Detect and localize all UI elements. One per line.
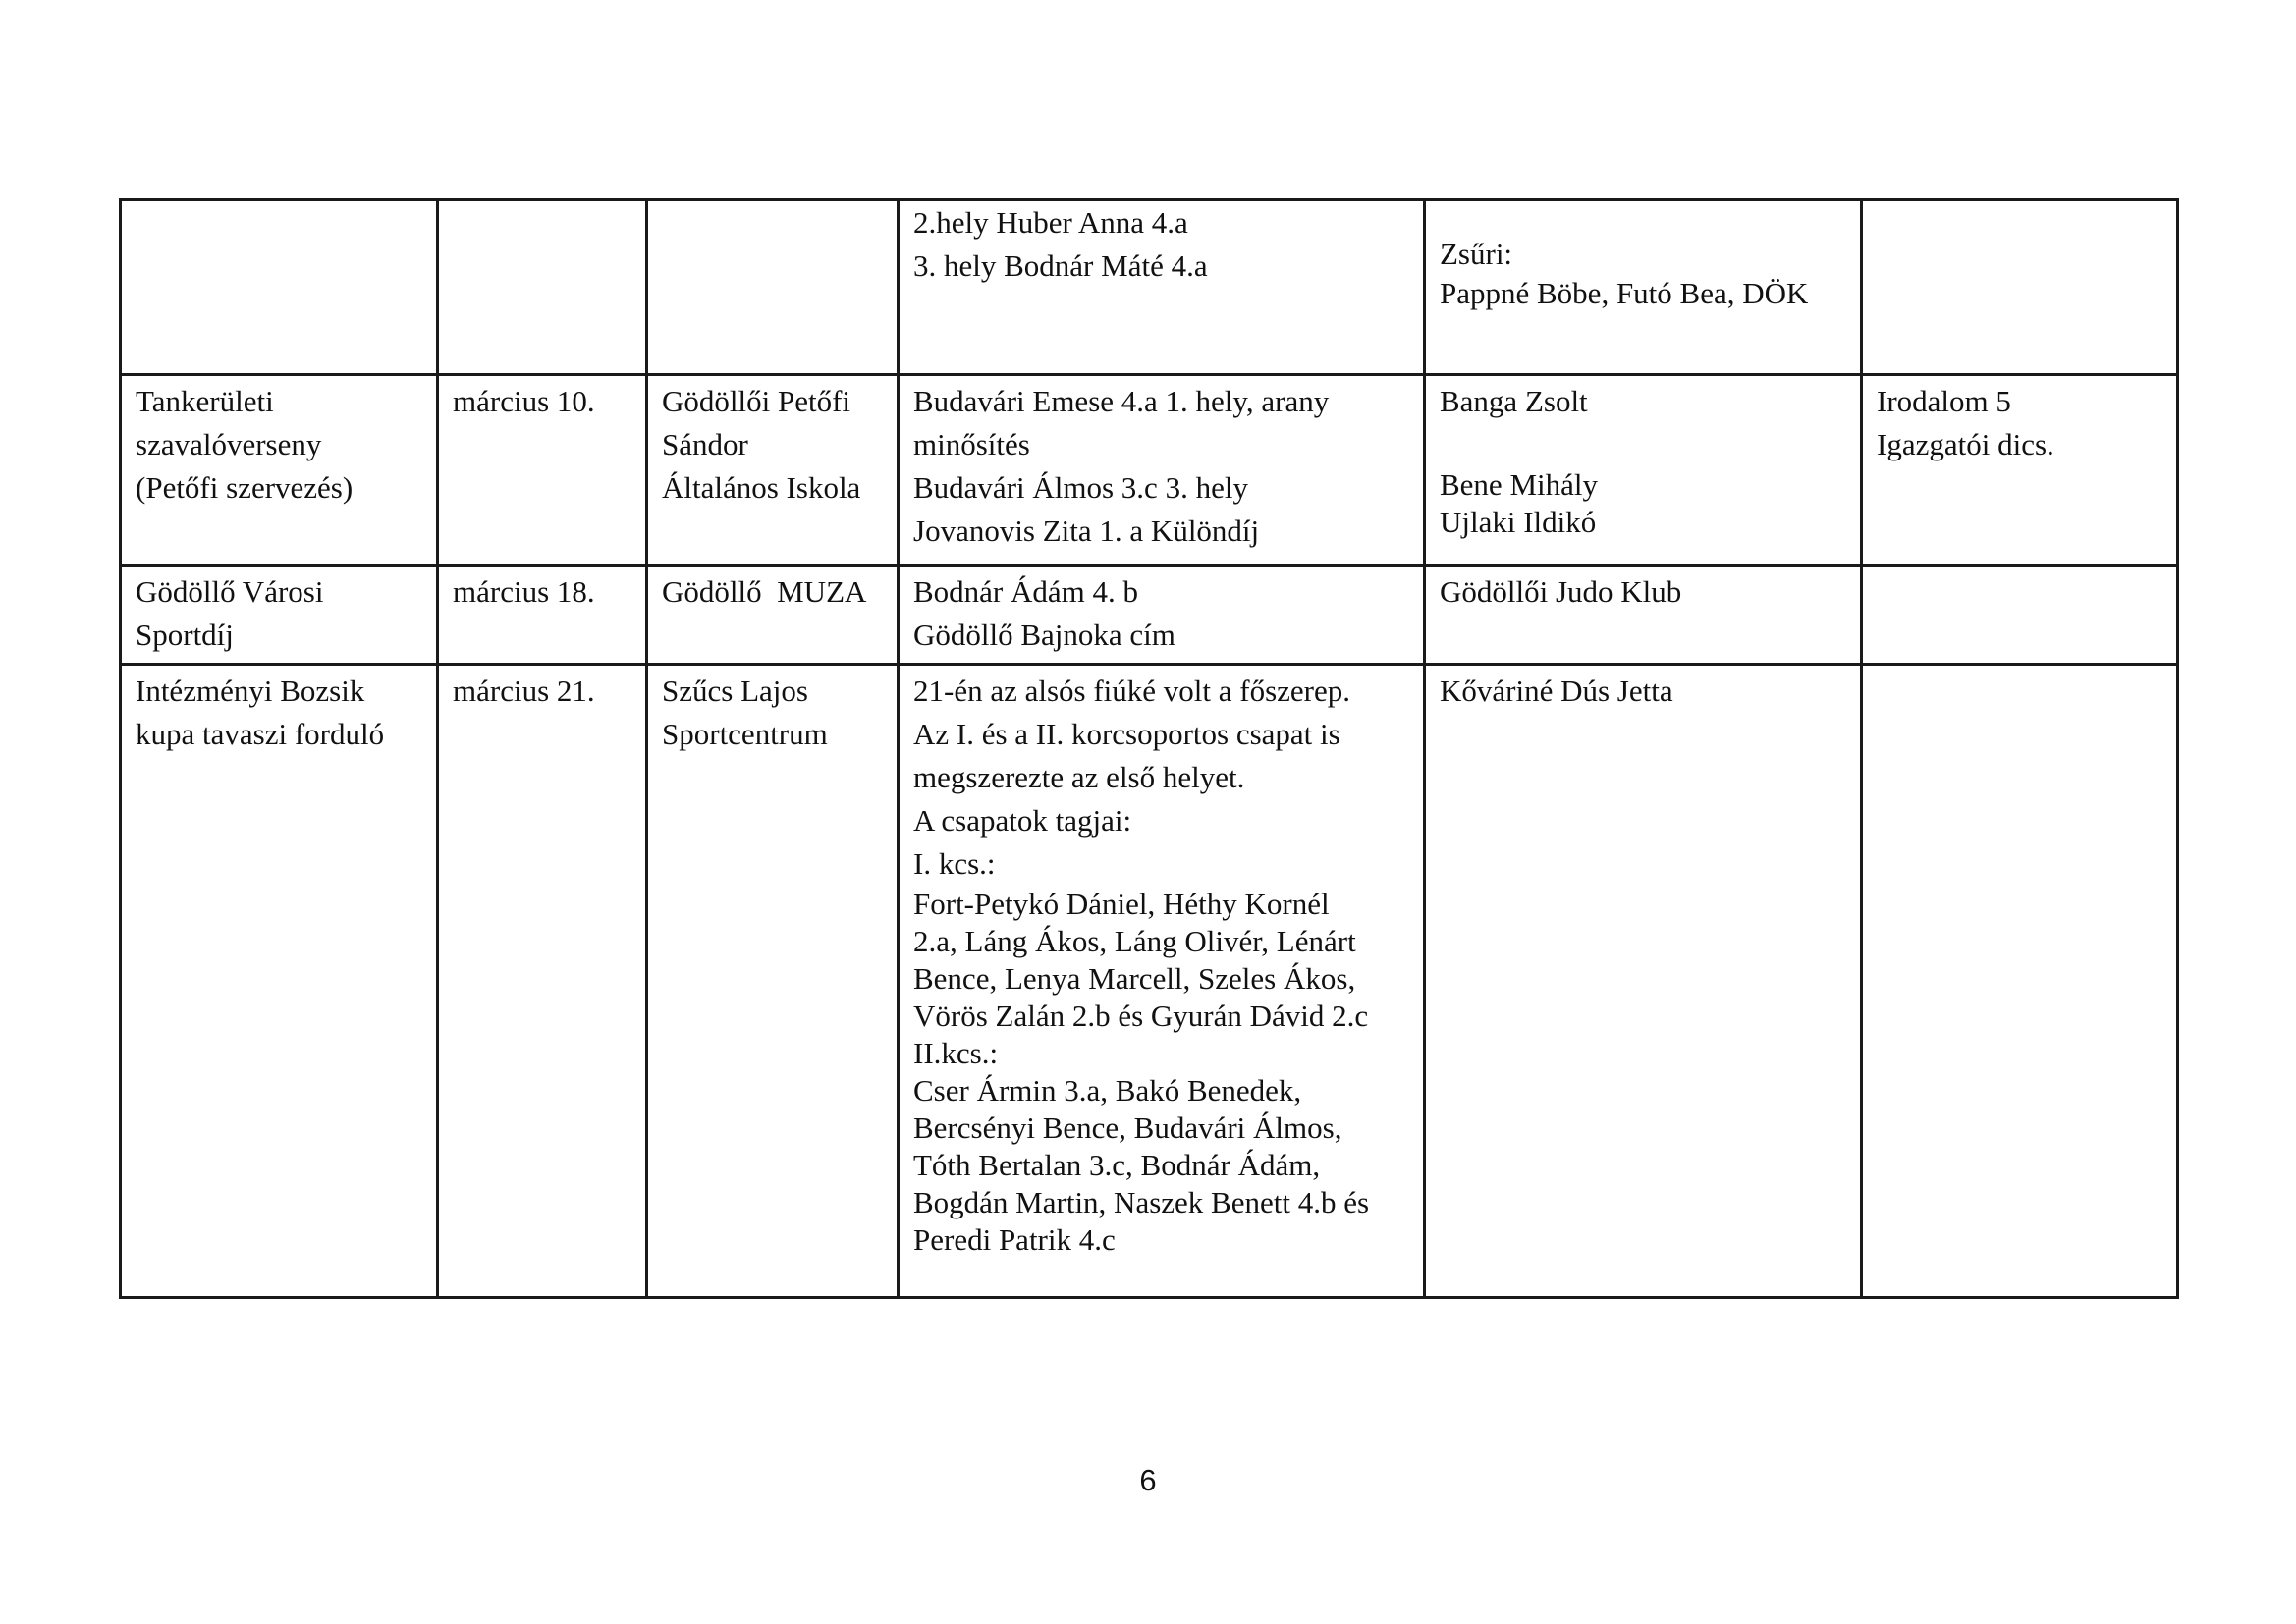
organizer-line: Pappné Böbe, Futó Bea, DÖK [1440, 276, 1809, 310]
result-line: 3. hely Bodnár Máté 4.a [913, 248, 1208, 283]
event-line: Intézményi Bozsik [136, 674, 365, 708]
date-text: március 18. [453, 574, 595, 609]
organizer-cell [1425, 566, 1862, 665]
organizer-line: Zsűri: [1440, 237, 1513, 271]
venue-line: Gödöllő MUZA [662, 574, 867, 609]
result-line: 2.a, Láng Ákos, Láng Olivér, Lénárt [913, 924, 1356, 958]
organizer-cell [1425, 375, 1862, 566]
result-line: Az I. és a II. korcsoportos csapat is [913, 717, 1340, 751]
result-line: A csapatok tagjai: [913, 803, 1132, 838]
reward-cell [1862, 200, 2178, 375]
result-cell [899, 566, 1425, 665]
organizer-line: Gödöllői Judo Klub [1440, 574, 1682, 609]
date-text: március 10. [453, 384, 595, 418]
organizer-line: Kőváriné Dús Jetta [1440, 674, 1673, 708]
result-cell [899, 375, 1425, 566]
result-line: Tóth Bertalan 3.c, Bodnár Ádám, [913, 1148, 1321, 1182]
organizer-line: Ujlaki Ildikó [1440, 505, 1597, 539]
venue-cell [647, 375, 899, 566]
venue-line: Sportcentrum [662, 717, 828, 751]
reward-cell [1862, 375, 2178, 566]
result-line: megszerezte az első helyet. [913, 760, 1245, 794]
date-cell [438, 200, 647, 375]
result-line: Fort-Petykó Dániel, Héthy Kornél [913, 887, 1330, 921]
venue-line: Szűcs Lajos [662, 674, 808, 708]
event-line: szavalóverseny [136, 427, 322, 461]
result-line: 2.hely Huber Anna 4.a [913, 205, 1188, 240]
event-line: kupa tavaszi forduló [136, 717, 385, 751]
team-members-list [913, 886, 1411, 1259]
organizer-cell [1425, 665, 1862, 1298]
result-line: II.kcs.: [913, 1036, 999, 1070]
venue-cell [647, 566, 899, 665]
result-line: Jovanovis Zita 1. a Különdíj [913, 514, 1260, 548]
result-line: Bodnár Ádám 4. b [913, 574, 1139, 609]
table-row [121, 375, 2178, 566]
reward-line: Igazgatói dics. [1877, 427, 2054, 461]
event-cell [121, 566, 438, 665]
result-line: Gödöllő Bajnoka cím [913, 618, 1175, 652]
venue-line: Sándor [662, 427, 748, 461]
venue-cell [647, 200, 899, 375]
results-table [119, 198, 2179, 1299]
result-line: Cser Ármin 3.a, Bakó Benedek, [913, 1073, 1302, 1108]
organizer-line: Bene Mihály [1440, 467, 1598, 502]
table-row [121, 566, 2178, 665]
date-text: március 21. [453, 674, 595, 708]
result-cell [899, 200, 1425, 375]
organizer-line [1440, 423, 1848, 466]
date-cell [438, 665, 647, 1298]
table-row [121, 200, 2178, 375]
reward-line: Irodalom 5 [1877, 384, 2011, 418]
result-line: I. kcs.: [913, 846, 996, 881]
page-number: 6 [1139, 1463, 1157, 1497]
venue-line: Általános Iskola [662, 470, 861, 505]
result-line: minősítés [913, 427, 1030, 461]
result-line: Budavári Álmos 3.c 3. hely [913, 470, 1248, 505]
venue-cell [647, 665, 899, 1298]
event-line: Sportdíj [136, 618, 234, 652]
organizer-line: Banga Zsolt [1440, 384, 1588, 418]
table-row [121, 665, 2178, 1298]
reward-cell [1862, 665, 2178, 1298]
event-line: Tankerületi [136, 384, 274, 418]
venue-line: Gödöllői Petőfi [662, 384, 851, 418]
result-cell [899, 665, 1425, 1298]
date-cell [438, 566, 647, 665]
result-line: Peredi Patrik 4.c [913, 1222, 1116, 1257]
event-cell [121, 665, 438, 1298]
date-cell [438, 375, 647, 566]
event-line: (Petőfi szervezés) [136, 470, 354, 505]
result-line: Vörös Zalán 2.b és Gyurán Dávid 2.c [913, 999, 1369, 1033]
organizer-cell [1425, 200, 1862, 375]
result-line: Budavári Emese 4.a 1. hely, arany [913, 384, 1330, 418]
reward-cell [1862, 566, 2178, 665]
event-cell [121, 375, 438, 566]
result-line: Bence, Lenya Marcell, Szeles Ákos, [913, 961, 1356, 996]
event-line: Gödöllő Városi [136, 574, 324, 609]
event-cell [121, 200, 438, 375]
result-line: Bogdán Martin, Naszek Benett 4.b és [913, 1185, 1370, 1219]
result-line: 21-én az alsós fiúké volt a főszerep. [913, 674, 1351, 708]
result-line: Bercsényi Bence, Budavári Álmos, [913, 1110, 1342, 1145]
